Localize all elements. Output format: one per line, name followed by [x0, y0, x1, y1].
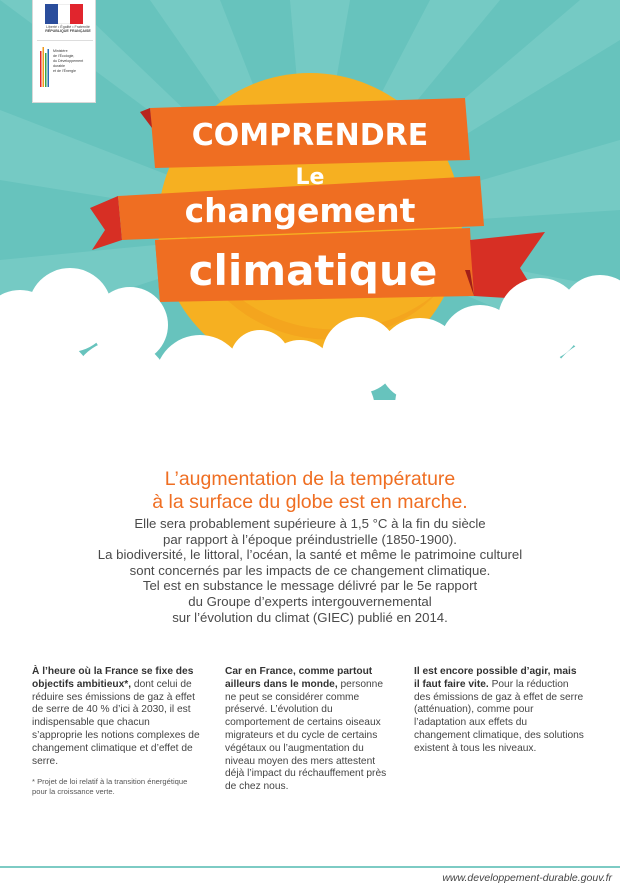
column-2: [225, 666, 395, 794]
intro-lead: Elle sera probablement supérieure à 1,5 °C à la fin du siècle par rapport à l’époque préindustrielle (1850-1900). La biodiversité, le littoral, l’océan, la santé et même le patrimoine culturel sont concernés par les impacts de ce changement climatique. Tel est en substance le message délivré par le 5e rapport du Groupe d’experts intergouvernemental sur l’évolution du climat (GIEC) publié en 2014.: [97, 516, 523, 625]
republic-name: RÉPUBLIQUE FRANÇAISE: [45, 29, 91, 33]
column-2-text: personne ne peut se considérer comme préservé. L’évolution du comportement de certains oiseaux migrateurs et du cycle de certains végétaux ou l’augmentation du niveau moyen des mers attestent déjà l’impact du réchauffement près de chez nous.: [225, 678, 387, 793]
footer-url-link[interactable]: www.developpement-durable.gouv.fr: [442, 872, 612, 884]
marianne-logo: [37, 4, 91, 34]
column-3-lead: Il est encore possible d’agir, mais il faut faire vite.: [414, 666, 577, 690]
logo-block: [32, 0, 96, 103]
intro-headline: L’augmentation de la température à la surface du globe est en marche.: [152, 468, 468, 513]
column-1-text: dont celui de réduire ses émissions de gaz à effet de serre de 40 % d’ici à 2030, il est indispensable que chacun s’approprie les notions complexes de changement climatique et d’effet de serre.: [32, 678, 200, 767]
column-3: [414, 666, 584, 756]
title-line-3: changement: [184, 191, 416, 230]
body-columns: [32, 666, 588, 836]
republic-motto: Liberté • Égalité • Fraternité: [46, 25, 90, 29]
flag-icon: [45, 4, 83, 24]
column-3-text: Pour la réduction des émissions de gaz à effet de serre (atténuation), comme pour l’adaptation aux effets du changement climatique, des solutions existent à tous les niveaux.: [414, 678, 584, 754]
title-line-4: climatique: [188, 246, 438, 295]
footer-rule: [0, 866, 620, 868]
ministry-name: Ministère de l’Écologie, du Développement durable et de l’Énergie: [53, 49, 84, 73]
ministry-mark-icon: [40, 47, 50, 87]
title-line-2: Le: [295, 165, 325, 190]
ministry-logo: [37, 40, 93, 99]
column-2-lead: Car en France, comme partout ailleurs dans le monde,: [225, 666, 373, 690]
intro-block: [40, 468, 580, 625]
column-1-lead: À l’heure où la France se fixe des objectifs ambitieux*,: [32, 666, 194, 690]
title-line-1: COMPRENDRE: [191, 118, 429, 153]
column-1: [32, 666, 202, 797]
footnote: * Projet de loi relatif à la transition énergétique pour la croissance verte.: [32, 777, 188, 797]
